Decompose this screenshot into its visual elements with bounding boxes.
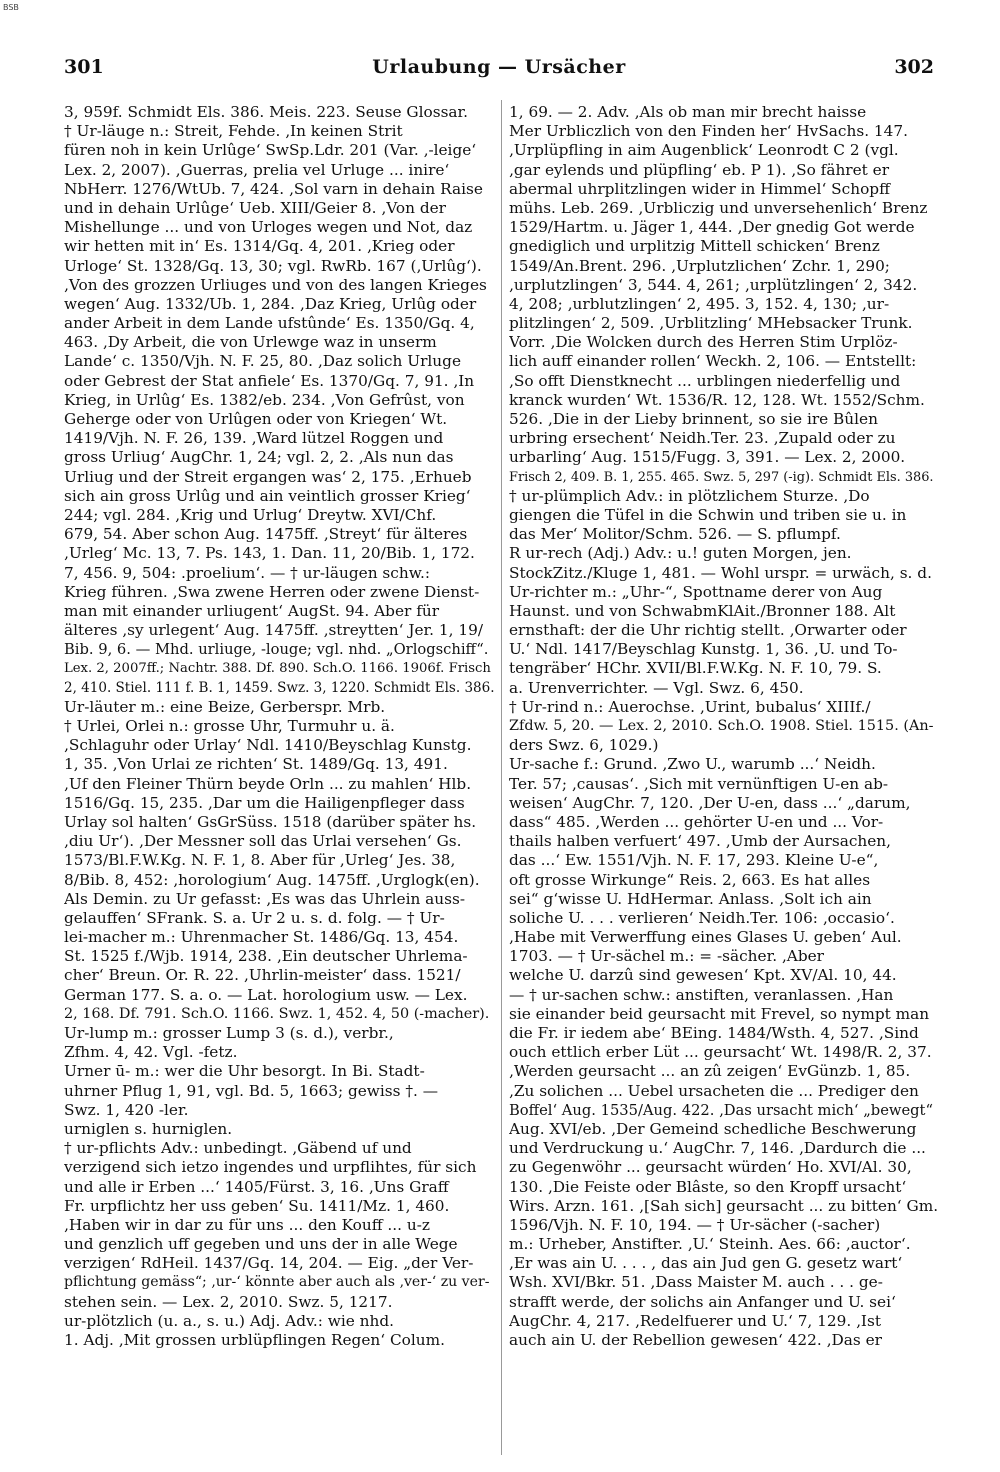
- text-line: gross Urliug‘ AugChr. 1, 24; vgl. 2, 2. ‚Als nun das: [64, 448, 454, 467]
- text-line: zu Gegenwöhr ... geursacht würden‘ Ho. XVI/Al. 30,: [509, 1158, 912, 1177]
- text-line: und alle ir Erben ...‘ 1405/Fürst. 3, 16. ‚Uns Graff: [64, 1177, 449, 1196]
- text-line: ‚Haben wir in dar zu für uns ... den Kouff ... u-z: [64, 1215, 430, 1234]
- text-line: oder Gebrest der Stat anfiele‘ Es. 1370/Gq. 7, 91. ‚In: [64, 371, 475, 390]
- text-line: 244; vgl. 284. ‚Krig und Urlug‘ Dreytw. XVI/Chf.: [64, 505, 437, 524]
- text-line: 1. Adj. ‚Mit grossen urblüpflingen Regen‘ Colum.: [64, 1331, 445, 1349]
- running-title: Urlaubung — Ursächer: [372, 56, 626, 78]
- text-line: Bib. 9, 6. — Mhd. urliuge, -louge; vgl. nhd. „Orlogschiff“.: [64, 641, 489, 659]
- text-line: NbHerr. 1276/WtUb. 7, 424. ‚Sol varn in dehain Raise: [64, 179, 483, 198]
- left-text-column: [64, 103, 496, 1453]
- text-line: verzigen‘ RdHeil. 1437/Gq. 14, 204. — Eig. „der Ver-: [64, 1254, 474, 1273]
- text-line: lich auff einander rollen‘ Weckh. 2, 106. — Entstellt:: [509, 352, 917, 371]
- text-line: Urner ū- m.: wer die Uhr besorgt. In Bi. Stadt-: [64, 1062, 425, 1081]
- text-line: welche U. darzû sind gewesen‘ Kpt. XV/Al. 10, 44.: [509, 966, 897, 985]
- text-line: Zfdw. 5, 20. — Lex. 2, 2010. Sch.O. 1908. Stiel. 1515. (An-: [509, 718, 934, 734]
- text-line: 1529/Hartm. u. Jäger 1, 444. ‚Der gnedig Got werde: [509, 218, 915, 237]
- text-line: gnediglich und urplitzig Mittell schicken‘ Brenz: [509, 237, 880, 256]
- text-line: — † ur-sachen schw.: anstiften, veranlassen. ‚Han: [509, 985, 894, 1004]
- text-line: ‚Habe mit Verwerffung eines Glases U. geben‘ Aul.: [509, 928, 902, 947]
- text-line: ur-plötzlich (u. a., s. u.) Adj. Adv.: wie nhd.: [64, 1311, 394, 1330]
- text-line: auch ain U. der Rebellion gewesen‘ 422. ‚Das er: [509, 1331, 882, 1349]
- text-line: ‚So offt Dienstknecht ... urblingen niederfellig und: [509, 371, 901, 390]
- text-line: urbarling‘ Aug. 1515/Fugg. 3, 391. — Lex. 2, 2000.: [509, 448, 906, 467]
- text-line: German 177. S. a. o. — Lat. horologium usw. — Lex.: [64, 985, 468, 1004]
- text-line: 1, 69. — 2. Adv. ‚Als ob man mir brecht haisse: [509, 103, 867, 121]
- text-line: Urloge‘ St. 1328/Gq. 13, 30; vgl. RwRb. 167 (‚Urlûg‘).: [64, 256, 482, 275]
- page-header: [64, 56, 934, 86]
- text-line: Urliug und der Streit ergangen was‘ 2, 175. ‚Erhueb: [64, 467, 472, 486]
- text-line: ‚Er was ain U. . . . , das ain Jud gen G. gesetz wart‘: [509, 1254, 903, 1273]
- text-line: Ter. 57; ‚causas‘. ‚Sich mit vernünftigen U-en ab-: [509, 774, 889, 793]
- text-line: ander Arbeit in dem Lande ufstûnde‘ Es. 1350/Gq. 4,: [64, 314, 475, 333]
- text-line: urbring ersechent‘ Neidh.Ter. 23. ‚Zupald oder zu: [509, 429, 896, 448]
- text-line: 2, 410. Stiel. 111 f. B. 1, 1459. Swz. 3, 1220. Schmidt Els. 386.: [64, 679, 495, 696]
- text-line: † ur-pflichts Adv.: unbedingt. ‚Gäbend uf und: [64, 1139, 412, 1158]
- text-line: 1, 35. ‚Von Urlai ze richten‘ St. 1489/Gq. 13, 491.: [64, 755, 448, 774]
- text-line: uhrner Pflug 1, 91, vgl. Bd. 5, 1663; gewiss †. —: [64, 1081, 439, 1100]
- text-line: ‚Uf den Fleiner Thürn beyde Orln ... zu mahlen‘ Hlb.: [64, 774, 472, 793]
- text-line: Ur-läuter m.: eine Beize, Gerberspr. Mrb.: [64, 697, 386, 716]
- text-line: StockZitz./Kluge 1, 481. — Wohl urspr. = urwäch, s. d.: [509, 563, 932, 582]
- text-line: urniglen s. hurniglen.: [64, 1119, 233, 1138]
- text-line: Geherge oder von Urlûgen oder von Kriegen‘ Wt.: [64, 410, 448, 428]
- text-line: 1596/Vjh. N. F. 10, 194. — † Ur-sächer (-sacher): [509, 1215, 881, 1234]
- text-line: 1516/Gq. 15, 235. ‚Dar um die Hailigenpfleger dass: [64, 793, 465, 812]
- right-text-column: [509, 103, 941, 1453]
- text-line: † Ur-rind n.: Auerochse. ‚Urint, bubalus‘ XIIIf./: [509, 697, 871, 716]
- text-line: sie einander beid geursacht mit Frevel, so nympt man: [509, 1004, 930, 1023]
- text-line: und Verdruckung u.‘ AugChr. 7, 146. ‚Dardurch die ...: [509, 1139, 926, 1158]
- text-line: ‚Urplüpfling in aim Augenblick‘ Leonrodt C 2 (vgl.: [509, 141, 899, 160]
- text-line: Wirs. Arzn. 161. ‚[Sah sich] geursacht ... zu bitten‘ Gm.: [509, 1196, 939, 1215]
- text-line: 2, 168. Df. 791. Sch.O. 1166. Swz. 1, 452. 4, 50 (-macher).: [64, 1005, 490, 1022]
- text-line: 526. ‚Die in der Lieby brinnent, so sie ire Bûlen: [509, 410, 878, 428]
- text-line: giengen die Tüfel in die Schwin und triben sie u. in: [509, 505, 907, 524]
- text-line: 1549/An.Brent. 296. ‚Urplutzlichen‘ Zchr. 1, 290;: [509, 256, 890, 275]
- text-line: 1703. — † Ur-sächel m.: = -sächer. ‚Aber: [509, 947, 824, 966]
- text-line: Lex. 2, 2007). ‚Guerras, prelia vel Urluge ... inire‘: [64, 160, 450, 179]
- text-line: Vorr. ‚Die Wolcken durch des Herren Stim Urplöz-: [509, 333, 898, 352]
- text-line: älteres ‚sy urlegent‘ Aug. 1475ff. ‚streytten‘ Jer. 1, 19/: [64, 621, 483, 640]
- text-line: † ur-plümplich Adv.: in plötzlichem Sturze. ‚Do: [509, 486, 870, 505]
- text-line: ‚gar eylends und plüpfling‘ eb. P 1). ‚So fähret er: [509, 160, 890, 179]
- text-line: sich ain gross Urlûg und ain veintlich grosser Krieg‘: [64, 486, 471, 505]
- text-line: und genzlich uff gegeben und uns der in alle Wege: [64, 1235, 458, 1254]
- text-line: lei-macher m.: Uhrenmacher St. 1486/Gq. 13, 454.: [64, 928, 459, 947]
- text-line: soliche U. . . . verlieren‘ Neidh.Ter. 106: ‚occasio‘.: [509, 908, 895, 927]
- text-line: thails halben verfuert‘ 497. ‚Umb der Aursachen,: [509, 832, 892, 851]
- text-line: Ur-lump m.: grosser Lump 3 (s. d.), verbr.,: [64, 1024, 394, 1042]
- column-divider: [501, 100, 502, 1455]
- text-line: Als Demin. zu Ur gefasst: ‚Es was das Uhrlein auss-: [64, 889, 466, 908]
- text-line: Haunst. und von SchwabmKlAit./Bronner 188. Alt: [509, 601, 896, 620]
- text-line: ernsthaft: der die Uhr richtig stellt. ‚Orwarter oder: [509, 621, 907, 640]
- text-line: 679, 54. Aber schon Aug. 1475ff. ‚Streyt‘ für älteres: [64, 525, 468, 544]
- text-line: 463. ‚Dy Arbeit, die von Urlewge waz in unserm: [64, 333, 437, 352]
- text-line: m.: Urheber, Anstifter. ‚U.‘ Steinh. Aes. 66: ‚auctor‘.: [509, 1235, 911, 1254]
- text-line: ‚Von des grozzen Urliuges und von des langen Krieges: [64, 275, 487, 294]
- text-line: abermal uhrplitzlingen wider in Himmel‘ Schopff: [509, 179, 890, 198]
- text-line: 1573/Bl.F.W.Kg. N. F. 1, 8. Aber für ‚Urleg‘ Jes. 38,: [64, 851, 456, 870]
- text-line: St. 1525 f./Wjb. 1914, 238. ‚Ein deutscher Uhrlema-: [64, 947, 468, 966]
- text-line: Lande‘ c. 1350/Vjh. N. F. 25, 80. ‚Daz solich Urluge: [64, 352, 461, 371]
- text-line: Aug. XVI/eb. ‚Der Gemeind schedliche Beschwerung: [509, 1119, 917, 1138]
- text-line: 4, 208; ‚urblutzlingen‘ 2, 495. 3, 152. 4, 130; ‚ur-: [509, 294, 890, 313]
- text-line: 8/Bib. 8, 452: ‚horologium‘ Aug. 1475ff. ‚Urglogk(en).: [64, 870, 480, 889]
- text-line: † Ur-läuge n.: Streit, Fehde. ‚In keinen Strit: [64, 122, 403, 141]
- text-line: ‚urplutzlingen‘ 3, 544. 4, 261; ‚urplützlingen‘ 2, 342.: [509, 275, 918, 294]
- text-line: ders Swz. 6, 1029.): [509, 736, 659, 755]
- text-line: strafft werde, der solichs ain Anfanger und U. sei‘: [509, 1292, 896, 1311]
- text-line: wegen‘ Aug. 1332/Ub. 1, 284. ‚Daz Krieg, Urlûg oder: [64, 294, 477, 313]
- text-line: 1419/Vjh. N. F. 26, 139. ‚Ward lützel Roggen und: [64, 429, 444, 448]
- text-line: man mit einander urliugent‘ AugSt. 94. Aber für: [64, 601, 440, 620]
- left-page-number: 301: [64, 56, 104, 78]
- text-line: Swz. 1, 420 -ler.: [64, 1100, 189, 1119]
- text-line: Ur-sache f.: Grund. ‚Zwo U., warumb ...‘ Neidh.: [509, 755, 876, 774]
- text-line: stehen sein. — Lex. 2, 2010. Swz. 5, 1217.: [64, 1292, 393, 1311]
- text-line: füren noh in kein Urlûge‘ SwSp.Ldr. 201 (Var. ‚-leige‘: [64, 141, 477, 160]
- text-line: die Fr. ir iedem abe‘ BEing. 1484/Wsth. 4, 527. ‚Sind: [509, 1024, 919, 1042]
- text-line: ‚Werden geursacht ... an zû zeigen‘ EvGünzb. 1, 85.: [509, 1062, 911, 1081]
- text-line: wir hetten mit in‘ Es. 1314/Gq. 4, 201. ‚Krieg oder: [64, 237, 455, 256]
- text-line: plitzlingen‘ 2, 509. ‚Urblitzling‘ MHebsacker Trunk.: [509, 314, 913, 333]
- text-line: sei“ g‘wisse U. HdHermar. Anlass. ‚Solt ich ain: [509, 889, 872, 908]
- text-line: das Mer‘ Molitor/Schm. 526. — S. pflumpf.: [509, 525, 841, 544]
- text-line: das ...‘ Ew. 1551/Vjh. N. F. 17, 293. Kleine U-e“,: [509, 851, 879, 870]
- text-line: Zfhm. 4, 42. Vgl. -fetz.: [64, 1043, 238, 1062]
- text-line: Mishellunge ... und von Urloges wegen und Not, daz: [64, 218, 473, 237]
- text-line: pflichtung gemäss“; ‚ur-‘ könnte aber auch als ‚ver-‘ zu ver-: [64, 1274, 490, 1291]
- text-line: Boffel‘ Aug. 1535/Aug. 422. ‚Das ursacht mich‘ „bewegt“: [509, 1101, 933, 1119]
- text-line: ‚Zu solichen ... Uebel ursacheten die ... Prediger den: [509, 1081, 919, 1100]
- text-line: Wsh. XVI/Bkr. 51. ‚Dass Maister M. auch . . . ge-: [509, 1273, 883, 1292]
- text-line: Krieg führen. ‚Swa zwene Herren oder zwene Dienst-: [64, 582, 480, 601]
- text-line: ‚diu Ur‘). ‚Der Messner soll das Urlai versehen‘ Gs.: [64, 832, 462, 851]
- text-line: ouch ettlich erber Lüt ... geursacht‘ Wt. 1498/R. 2, 37.: [509, 1043, 932, 1062]
- text-line: weisen‘ AugChr. 7, 120. ‚Der U-en, dass ...‘ „darum,: [509, 793, 911, 812]
- text-line: 3, 959f. Schmidt Els. 386. Meis. 223. Seuse Glossar.: [64, 103, 469, 121]
- text-line: R ur-rech (Adj.) Adv.: u.! guten Morgen, jen.: [509, 544, 852, 563]
- text-line: dass“ 485. ‚Werden ... gehörter U-en und ... Vor-: [509, 812, 884, 831]
- text-line: a. Urenverrichter. — Vgl. Swz. 6, 450.: [509, 678, 804, 697]
- text-line: oft grosse Wirkunge“ Reis. 2, 663. Es hat alles: [509, 870, 871, 889]
- right-page-number: 302: [894, 56, 934, 78]
- text-line: 130. ‚Die Feiste oder Blâste, so den Kropff ursacht‘: [509, 1177, 907, 1196]
- text-line: ‚Urleg‘ Mc. 13, 7. Ps. 143, 1. Dan. 11, 20/Bib. 1, 172.: [64, 544, 475, 563]
- text-line: verzigend sich ietzo ingendes und urpflihtes, für sich: [64, 1158, 477, 1177]
- text-line: ‚Schlaguhr oder Urlay‘ Ndl. 1410/Beyschlag Kunstg.: [64, 736, 472, 755]
- text-line: † Urlei, Orlei n.: grosse Uhr, Turmuhr u. ä.: [64, 717, 395, 735]
- text-line: Frisch 2, 409. B. 1, 255. 465. Swz. 5, 297 (-ig). Schmidt Els. 386.: [509, 469, 934, 485]
- text-line: mühs. Leb. 269. ‚Urbliczig und unversehenlich‘ Brenz: [509, 198, 928, 217]
- text-line: Fr. urpflichtz her uss geben‘ Su. 1411/Mz. 1, 460.: [64, 1196, 450, 1215]
- text-line: cher‘ Breun. Or. R. 22. ‚Uhrlin-meister‘ dass. 1521/: [64, 966, 461, 985]
- text-line: Lex. 2, 2007ff.; Nachtr. 388. Df. 890. Sch.O. 1166. 1906f. Frisch: [64, 661, 491, 677]
- library-stamp: BSB: [3, 3, 19, 12]
- text-line: AugChr. 4, 217. ‚Redelfuerer und U.‘ 7, 129. ‚Ist: [509, 1311, 881, 1330]
- text-line: und in dehain Urlûge‘ Ueb. XIII/Geier 8. ‚Von der: [64, 198, 446, 217]
- text-line: Mer Urbliczlich von den Finden her‘ HvSachs. 147.: [509, 122, 908, 141]
- text-line: tengräber‘ HChr. XVII/Bl.F.W.Kg. N. F. 10, 79. S.: [509, 659, 882, 678]
- text-line: Urlay sol halten‘ GsGrSüss. 1518 (darüber später hs.: [64, 812, 477, 831]
- text-line: kranck wurden‘ Wt. 1536/R. 12, 128. Wt. 1552/Schm.: [509, 390, 925, 409]
- text-line: Ur-richter m.: „Uhr-“, Spottname derer von Aug: [509, 582, 883, 601]
- text-line: Krieg, in Urlûg‘ Es. 1382/eb. 234. ‚Von Gefrûst, von: [64, 390, 465, 409]
- text-line: 7, 456. 9, 504: .proelium‘. — † ur-läugen schw.:: [64, 563, 430, 582]
- text-line: U.‘ Ndl. 1417/Beyschlag Kunstg. 1, 36. ‚U. und To-: [509, 640, 898, 659]
- text-line: gelauffen‘ SFrank. S. a. Ur 2 u. s. d. folg. — † Ur-: [64, 908, 445, 927]
